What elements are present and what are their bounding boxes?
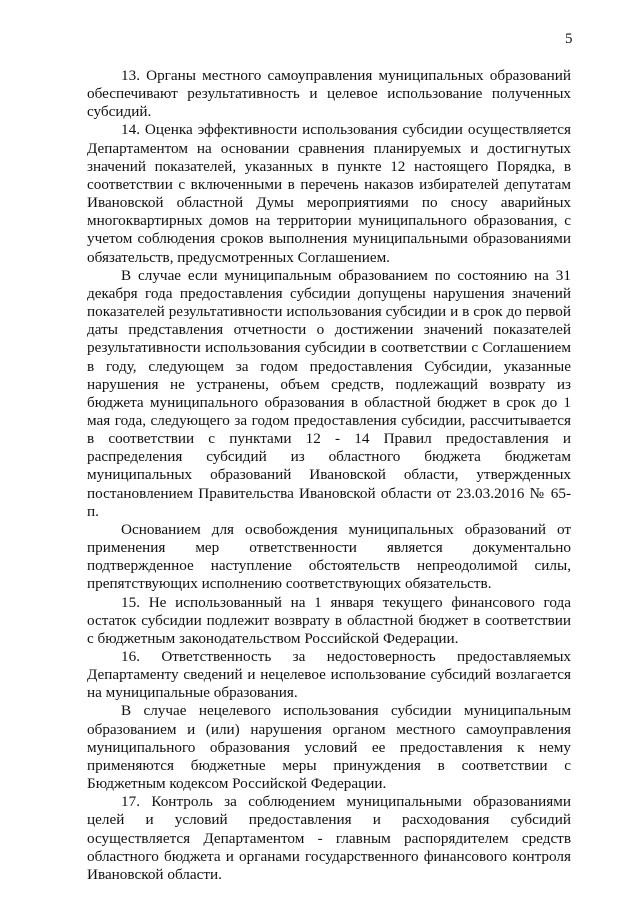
paragraph-14: 14. Оценка эффективности использования субсидии осуществляется Департаментом на основании сравнения планируемых и достигнутых значений показателей, указанных в пункте 12 настоящего Порядка, в соответствии с включенными в перечень наказов избирателей депутатам Ивановской областной Думы мероприятиями по сносу аварийных многоквартирных домов на территории муниципального образования, с учетом соблюдения сроков выполнения муниципальными образованиями обязательств, предусмотренных Соглашением. <box>87 121 571 266</box>
paragraph-14-force-majeure: Основанием для освобождения муниципальных образований от применения мер ответственности является документально подтвержденное наступление обстоятельств непреодолимой силы, препятствующих исполнению соответствующих обязательств. <box>87 520 571 593</box>
document-body <box>87 67 571 884</box>
page-number: 5 <box>565 31 573 47</box>
paragraph-15: 15. Не использованный на 1 января текущего финансового года остаток субсидии подлежит возврату в областной бюджет в соответствии с бюджетным законодательством Российской Федерации. <box>87 593 571 647</box>
paragraph-16: 16. Ответственность за недостоверность предоставляемых Департаменту сведений и нецелевое использование субсидий возлагается на муниципальные образования. <box>87 648 571 702</box>
paragraph-14-violations: В случае если муниципальным образованием по состоянию на 31 декабря года предоставления субсидии допущены нарушения значений показателей результативности использования субсидии и в срок до первой даты представления отчетности о достижении значений показателей результативности использования субсидии в соответствии с Соглашением в году, следующем за годом предоставления Субсидии, указанные нарушения не устранены, объем средств, подлежащий возврату из бюджета муниципального образования в областной бюджет в срок до 1 мая года, следующего за годом предоставления субсидии, рассчитывается в соответствии с пунктами 12 - 14 Правил предоставления и распределения субсидий из областного бюджета бюджетам муниципальных образований Ивановской области, утвержденных постановлением Правительства Ивановской области от 23.03.2016 № 65-п. <box>87 266 571 520</box>
paragraph-16-misuse: В случае нецелевого использования субсидии муниципальным образованием и (или) нарушения органом местного самоуправления муниципального образования условий ее предоставления к нему применяются бюджетные меры принуждения в соответствии с Бюджетным кодексом Российской Федерации. <box>87 702 571 793</box>
paragraph-13: 13. Органы местного самоуправления муниципальных образований обеспечивают результативность и целевое использование полученных субсидий. <box>87 67 571 121</box>
paragraph-17: 17. Контроль за соблюдением муниципальными образованиями целей и условий предоставления и расходования субсидий осуществляется Департаментом - главным распорядителем средств областного бюджета и органами государственного финансового контроля Ивановской области. <box>87 793 571 883</box>
